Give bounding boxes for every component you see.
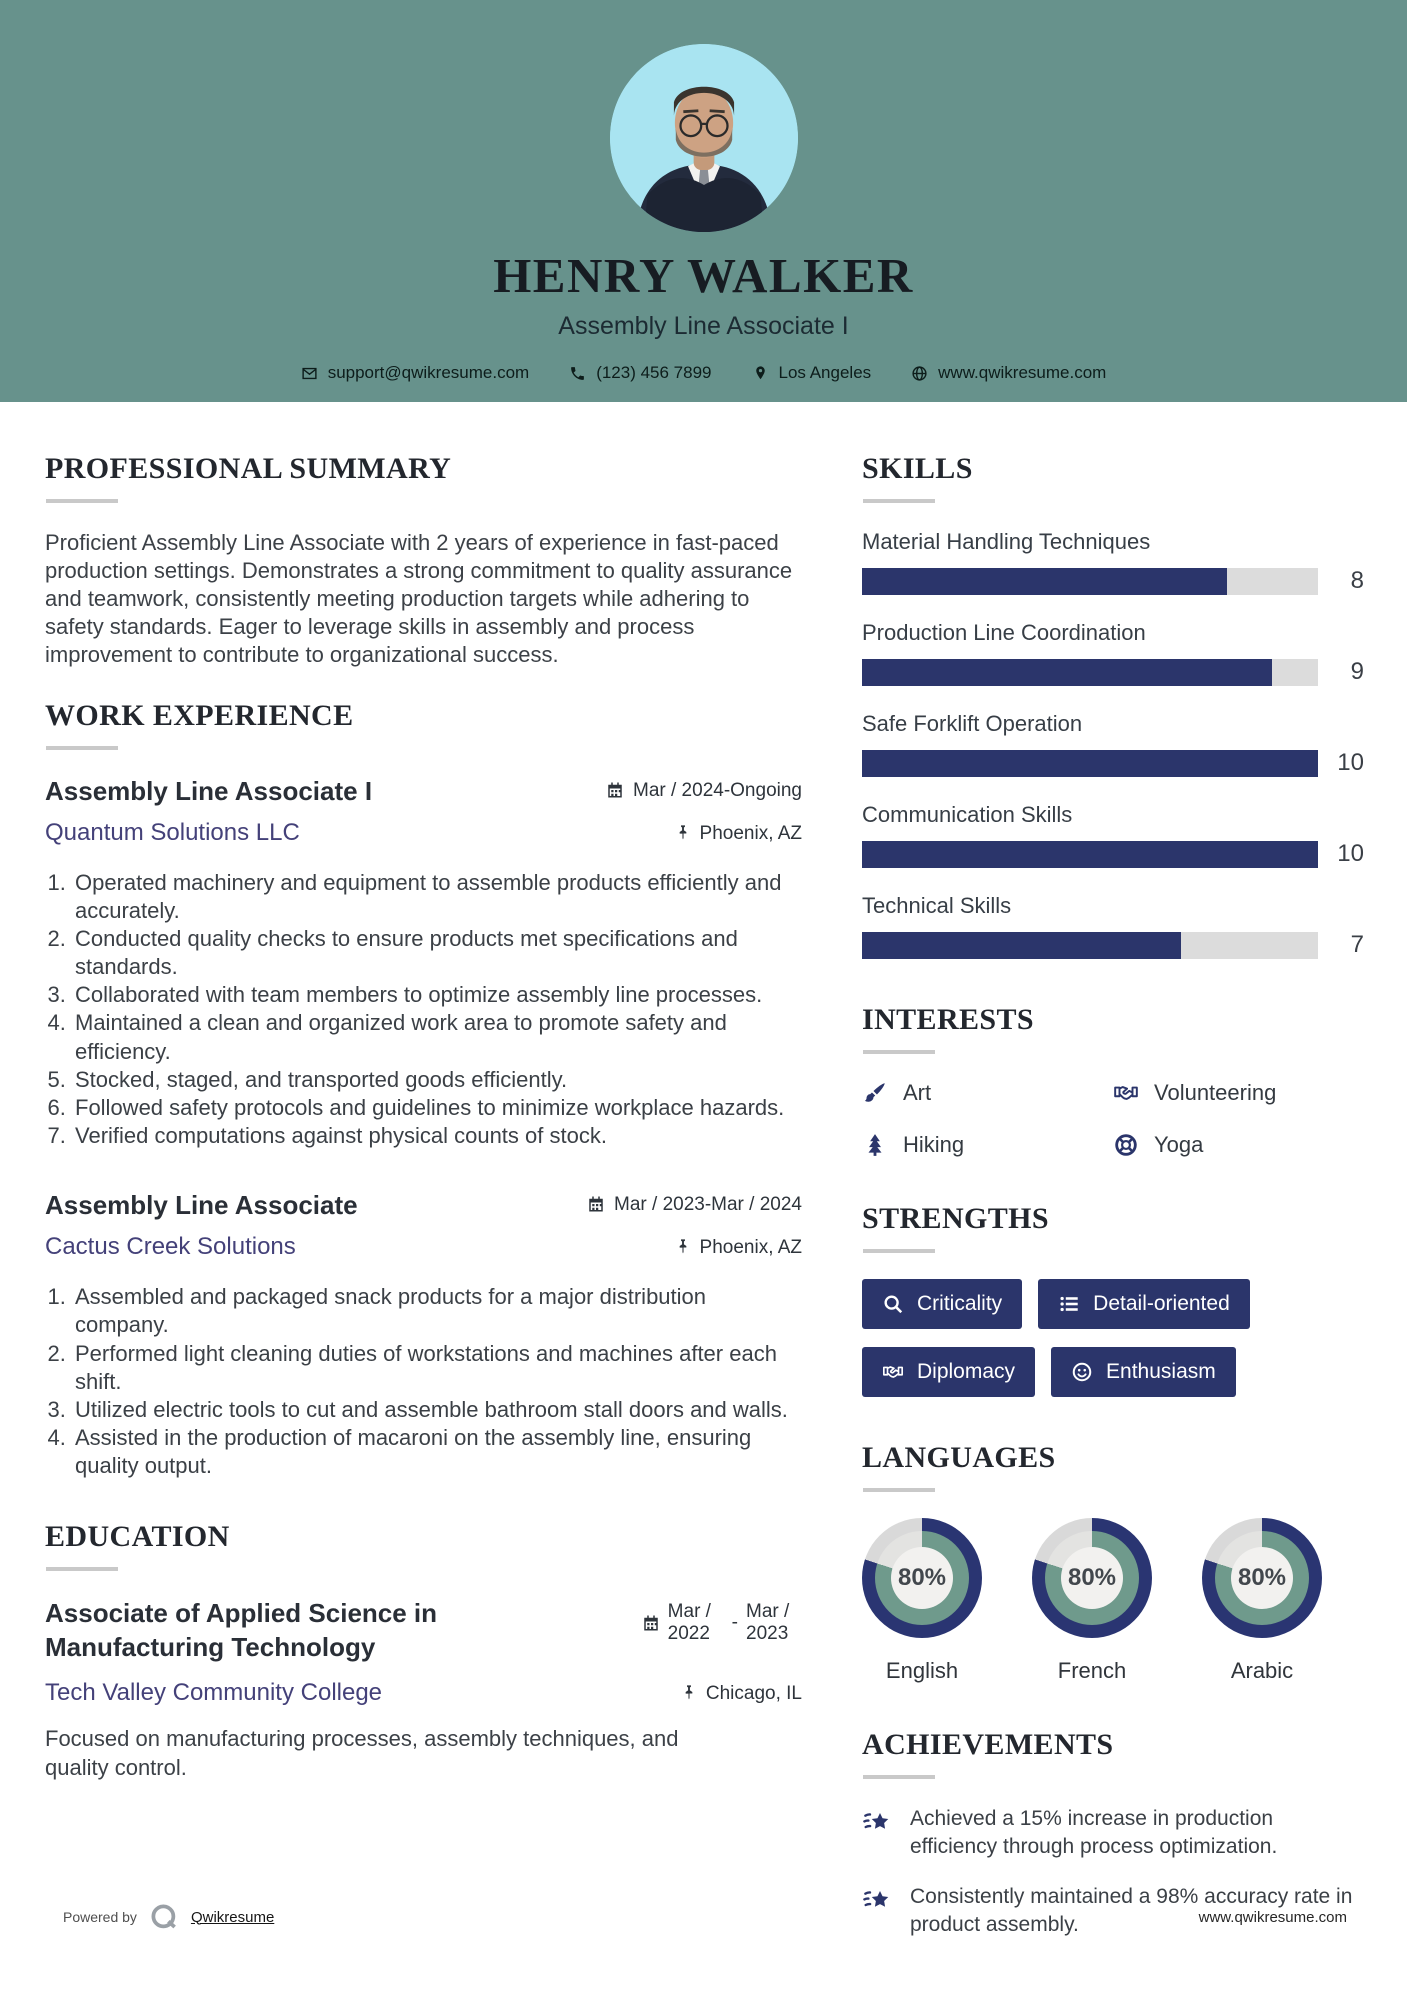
contact-text: (123) 456 7899 [596, 363, 712, 382]
skill-label: Material Handling Techniques [862, 529, 1151, 554]
left-column [45, 452, 802, 1983]
heading-underline [46, 746, 118, 750]
language-percent: 80% [1067, 1564, 1117, 1591]
heading-underline [863, 1775, 935, 1779]
skill-bar-track [862, 932, 1318, 959]
contact-text: www.qwikresume.com [938, 363, 1107, 382]
job-date-text: Mar / 2023-Mar / 2024 [614, 1194, 802, 1216]
interest-label: Art [903, 1080, 932, 1105]
education-date-start: Mar / 2022 [667, 1601, 711, 1645]
achievements-heading: ACHIEVEMENTS [862, 1728, 1114, 1761]
phone-icon [569, 365, 586, 382]
skills-heading: SKILLS [862, 452, 973, 485]
contact-text: Los Angeles [778, 363, 872, 382]
handshake-icon [1113, 1080, 1139, 1106]
handshake-icon [882, 1361, 904, 1383]
tree-icon [862, 1132, 888, 1158]
contact-row [0, 363, 1407, 383]
strength-chip [1051, 1347, 1236, 1397]
job-bullet: 1. Assembled and packaged snack products for a major distribution company. [72, 1283, 802, 1339]
skill-value: 10 [1337, 840, 1364, 867]
contact-item [301, 363, 530, 383]
education-description: Focused on manufacturing processes, assembly techniques, and quality control. [45, 1725, 679, 1780]
content-columns [0, 402, 1407, 1983]
strength-chip [862, 1279, 1022, 1329]
education-section [45, 1520, 802, 1782]
interests-section [862, 1003, 1364, 1158]
languages-heading: LANGUAGES [862, 1441, 1056, 1474]
skill-row [862, 620, 1364, 686]
skill-bar-fill [862, 841, 1318, 868]
interest-label: Hiking [903, 1132, 965, 1157]
strength-label: Detail-oriented [1093, 1292, 1230, 1315]
experience-heading: WORK EXPERIENCE [45, 698, 354, 732]
job-title: Assembly Line Associate I [45, 775, 373, 806]
language-label: French [1057, 1658, 1127, 1683]
location-pin-icon [752, 365, 769, 382]
heading-underline [46, 1567, 118, 1571]
qwikresume-link[interactable]: Qwikresume [190, 1908, 275, 1926]
job-location-text: Phoenix, AZ [699, 822, 802, 844]
language-donut-chart [1032, 1518, 1152, 1638]
pushpin-icon [675, 1238, 691, 1254]
job-entry [45, 1190, 802, 1480]
heading-underline [863, 1050, 935, 1054]
heading-underline [863, 499, 935, 503]
skill-row [862, 529, 1364, 595]
interest-item [1113, 1080, 1364, 1106]
job-date-text: Mar / 2024-Ongoing [633, 779, 802, 801]
degree-title: Associate of Applied Science in Manufacturing Technology [45, 1598, 438, 1663]
job-entry [45, 776, 802, 1151]
skill-bar-track [862, 568, 1318, 595]
skill-row [862, 711, 1364, 777]
skills-section [862, 452, 1364, 959]
skill-bar-track [862, 841, 1318, 868]
strength-label: Diplomacy [917, 1360, 1016, 1383]
languages-row [862, 1518, 1364, 1684]
contact-item [569, 363, 711, 383]
paintbrush-icon [862, 1080, 888, 1106]
envelope-icon [301, 365, 318, 382]
skill-bar-track [862, 659, 1318, 686]
heading-underline [863, 1488, 935, 1492]
job-bullet: 1. Operated machinery and equipment to assemble products efficiently and accurately. [72, 869, 802, 925]
job-bullet: 6. Followed safety protocols and guidelines to minimize workplace hazards. [72, 1094, 802, 1122]
strength-label: Enthusiasm [1106, 1360, 1216, 1383]
language-item [862, 1518, 982, 1684]
language-item [1202, 1518, 1322, 1684]
language-label: English [885, 1658, 959, 1683]
strengths-row [862, 1279, 1364, 1397]
strength-label: Criticality [917, 1292, 1003, 1315]
education-location-text: Chicago, IL [705, 1682, 802, 1704]
job-bullet: 4. Maintained a clean and organized work area to promote safety and efficiency. [72, 1009, 802, 1065]
language-item [1032, 1518, 1152, 1684]
calendar-icon [587, 1195, 605, 1213]
calendar-icon [642, 1614, 660, 1632]
pushpin-icon [675, 824, 691, 840]
person-title: Assembly Line Associate I [558, 312, 849, 340]
hero-header [0, 0, 1407, 402]
strength-chip [862, 1347, 1035, 1397]
powered-by-label: Powered by [63, 1909, 137, 1925]
pushpin-icon [681, 1684, 697, 1700]
job-bullet: 2. Performed light cleaning duties of workstations and machines after each shift. [72, 1340, 802, 1396]
skill-label: Technical Skills [862, 893, 1012, 918]
language-label: Arabic [1230, 1658, 1294, 1683]
school-name: Tech Valley Community College [45, 1678, 383, 1706]
job-bullet: 7. Verified computations against physical counts of stock. [72, 1122, 802, 1150]
contact-text: support@qwikresume.com [327, 363, 530, 382]
lifering-icon [1113, 1132, 1139, 1158]
job-company: Quantum Solutions LLC [45, 818, 300, 846]
interests-grid [862, 1080, 1364, 1158]
skill-bar-track [862, 750, 1318, 777]
job-bullet: 4. Assisted in the production of macaroni on the assembly line, ensuring quality output. [72, 1424, 802, 1480]
skill-value: 10 [1337, 749, 1364, 776]
profile-photo-illustration [610, 44, 798, 232]
summary-heading: PROFESSIONAL SUMMARY [45, 452, 452, 485]
achievement-text: Consistently maintained a 98% accuracy rate in product assembly. [910, 1884, 1353, 1936]
education-date-separator: - [731, 1612, 738, 1634]
skill-label: Safe Forklift Operation [862, 711, 1083, 736]
language-percent: 80% [1237, 1564, 1287, 1591]
skill-label: Production Line Coordination [862, 620, 1146, 645]
skill-bar-fill [862, 659, 1272, 686]
language-donut-chart [1202, 1518, 1322, 1638]
job-bullet-list [45, 869, 802, 1151]
skill-bar-fill [862, 932, 1181, 959]
language-percent: 80% [897, 1564, 947, 1591]
achievement-text: Achieved a 15% increase in production efficiency through process optimization. [910, 1807, 1278, 1858]
skill-row [862, 893, 1364, 959]
achievement-item [862, 1805, 1364, 1861]
job-location [675, 1233, 802, 1259]
job-bullet: 3. Collaborated with team members to optimize assembly line processes. [72, 981, 802, 1009]
language-donut-chart [862, 1518, 982, 1638]
shooting-star-icon [862, 1807, 894, 1839]
interest-label: Yoga [1154, 1132, 1204, 1157]
interest-label: Volunteering [1154, 1080, 1277, 1105]
footer-site-url: www.qwikresume.com [1198, 1908, 1347, 1926]
skill-row [862, 802, 1364, 868]
magnifier-icon [882, 1293, 904, 1315]
heading-underline [863, 1249, 935, 1253]
skill-value: 8 [1350, 567, 1364, 594]
job-location [675, 819, 802, 845]
contact-item [911, 363, 1106, 383]
summary-section [45, 452, 802, 669]
person-name: HENRY WALKER [493, 248, 914, 303]
interest-item [862, 1132, 1113, 1158]
summary-text: Proficient Assembly Line Associate with 2 years of experience in fast-paced production settings. Demonstrates a strong commitment to quality assurance and teamwork, consistently meeting production targets while adhering to safety standards. Eager to leverage skills in assembly and process improvement to contribute to organizational success. [45, 530, 793, 667]
job-bullet: 2. Conducted quality checks to ensure products met specifications and standards. [72, 925, 802, 981]
strengths-heading: STRENGTHS [862, 1202, 1049, 1235]
interest-item [862, 1080, 1113, 1106]
education-dates [642, 1597, 802, 1645]
skill-bar-fill [862, 750, 1318, 777]
job-bullet: 3. Utilized electric tools to cut and assemble bathroom stall doors and walls. [72, 1396, 802, 1424]
strengths-section [862, 1202, 1364, 1397]
right-column [862, 452, 1364, 1983]
education-date-end: Mar / 2023 [746, 1601, 790, 1645]
job-bullet: 5. Stocked, staged, and transported goods efficiently. [72, 1066, 802, 1094]
skill-label: Communication Skills [862, 802, 1073, 827]
job-title: Assembly Line Associate [45, 1190, 358, 1221]
jobs [45, 776, 802, 1481]
heading-underline [46, 499, 118, 503]
languages-section [862, 1441, 1364, 1684]
skill-bar-fill [862, 568, 1227, 595]
calendar-icon [606, 781, 624, 799]
skill-value: 7 [1350, 931, 1364, 958]
skill-value: 9 [1350, 658, 1364, 685]
education-heading: EDUCATION [45, 1520, 230, 1554]
contact-item [752, 363, 872, 383]
interest-item [1113, 1132, 1364, 1158]
education-location [681, 1679, 802, 1705]
interests-heading: INTERESTS [862, 1003, 1035, 1036]
strength-chip [1038, 1279, 1250, 1329]
globe-icon [911, 365, 928, 382]
profile-photo [610, 44, 798, 232]
job-bullet-list [45, 1283, 802, 1480]
page-footer [63, 1902, 1347, 1932]
job-dates [606, 776, 802, 802]
list-icon [1058, 1293, 1080, 1315]
qwikresume-logo-icon [149, 1902, 179, 1932]
job-location-text: Phoenix, AZ [699, 1237, 802, 1259]
job-company: Cactus Creek Solutions [45, 1233, 296, 1261]
smiley-icon [1071, 1361, 1093, 1383]
skills-list [862, 529, 1364, 959]
experience-section [45, 699, 802, 1481]
job-dates [587, 1190, 802, 1216]
